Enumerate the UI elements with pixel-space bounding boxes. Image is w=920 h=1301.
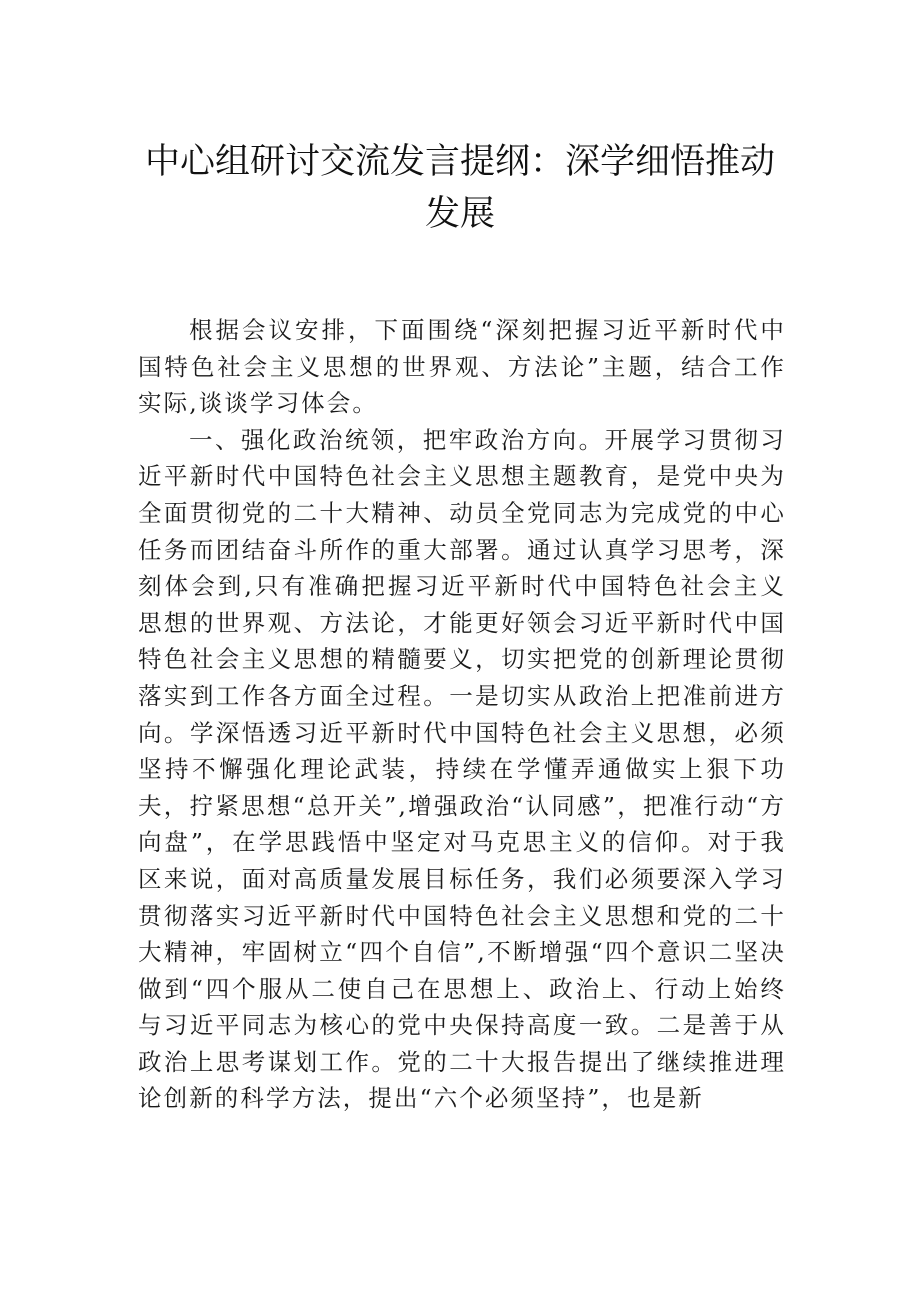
document-title-line-2: 发展 bbox=[424, 194, 495, 234]
paragraph-intro: 根据会议安排，下面围绕“深刻把握习近平新时代中国特色社会主义思想的世界观、方法论”主题，结合工作实际,谈谈学习体会。 bbox=[138, 316, 786, 418]
document-title-line-1: 中心组研讨交流发言提纲：深学细悟推动 bbox=[144, 142, 775, 182]
document-body bbox=[138, 312, 786, 1117]
paragraph-section-one: 一、强化政治统领，把牢政治方向。开展学习贯彻习近平新时代中国特色社会主义思想主题教育，是党中央为全面贯彻党的二十大精神、动员全党同志为完成党的中心任务而团结奋斗所作的重大部署。通过认真学习思考，深刻体会到,只有准确把握习近平新时代中国特色社会主义思想的世界观、方法论，才能更好领会习近平新时代中国特色社会主义思想的精髓要义，切实把党的创新理论贯彻落实到工作各方面全过程。一是切实从政治上把准前进方向。学深悟透习近平新时代中国特色社会主义思想，必须坚持不懈强化理论武装，持续在学懂弄通做实上狠下功夫，拧紧思想“总开关”,增强政治“认同感”，把准行动“方向盘”，在学思践悟中坚定对马克思主义的信仰。对于我区来说，面对高质量发展目标任务，我们必须要深入学习贯彻落实习近平新时代中国特色社会主义思想和党的二十大精神，牢固树立“四个自信”,不断增强“四个意识二坚决做到“四个服从二使自己在思想上、政治上、行动上始终与习近平同志为核心的党中央保持高度一致。二是善于从政治上思考谋划工作。党的二十大报告提出了继续推进理论创新的科学方法，提出“六个必须坚持”，也是新 bbox=[138, 425, 786, 1113]
